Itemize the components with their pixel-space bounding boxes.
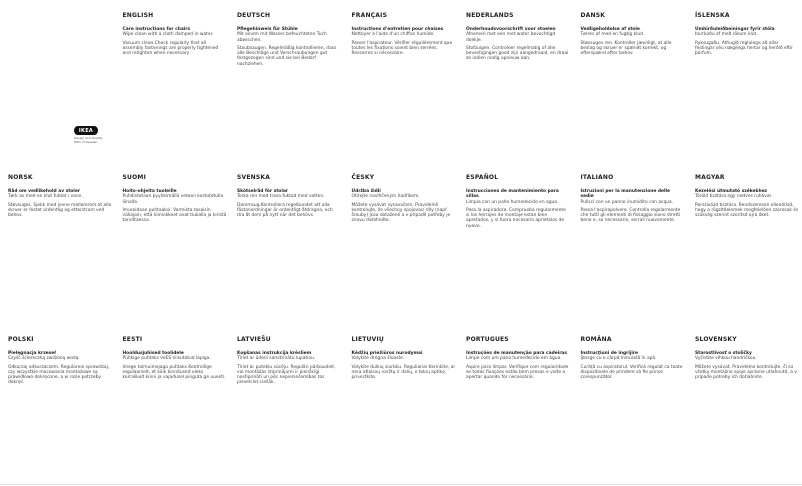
language-heading: ENGLISH xyxy=(122,12,154,19)
page-bottom-divider xyxy=(0,484,802,485)
maintenance-instruction: Staubsaugen. Regelmäßig kontrollieren, dass alle Beschläge und Verschraubungen gut festgezogen sind und sie bei Bedarf nachziehen. xyxy=(237,45,337,67)
maintenance-instruction: Imuroidaan puhtaaksi. Varmista tasaisin väliajoin, että kiinnikkeet ovat tiukalla ja kiristä tarvittaessa. xyxy=(122,207,227,224)
language-heading: EESTI xyxy=(122,336,143,343)
maintenance-instruction: Odkurzaj odkurzaczem. Regularnie sprawdzaj, czy wszystkie mocowania montażowe są prawidłowo dokręcone, a w razie potrzeby dokręć. xyxy=(8,364,110,386)
language-heading: LIETUVIŲ xyxy=(351,336,384,343)
care-title: Onderhoudsvoorschrift voor stoelen xyxy=(466,27,556,32)
maintenance-instruction: Pasa la aspiradora. Comprueba regularmente si los herrajes de montaje están bien apretados, y si fuera necesario aprietalos de nuevo. xyxy=(466,207,566,229)
cleaning-instruction: Pulisci con un panno inumidito con acqua. xyxy=(580,199,674,205)
language-section-svenska xyxy=(237,174,341,221)
language-heading: ITALIANO xyxy=(580,174,614,181)
maintenance-instruction: Dammsug.Kontrollera regelbundet att alla fästanordningar är ordentligt åtdragna, och dra åt dem på nytt när det behövs. xyxy=(237,202,333,219)
cleaning-instruction: Tīriet ar ūdenī samitrinātu lupatiņu. xyxy=(237,356,316,362)
language-heading: ESPAÑOL xyxy=(466,174,499,181)
maintenance-instruction: Ryksugaðu. Athugið reglulega að allar festingar séu nægilega hertar og herðið eftir þörfum. xyxy=(695,40,793,57)
cleaning-instruction: Tørk av med en klut fuktet i vann. xyxy=(8,194,83,200)
maintenance-instruction: Vacuum clean.Check regularly that all assembly fastenings are properly tightened and retighten when necessary xyxy=(122,40,219,57)
cleaning-instruction: Torka ren med trasa fuktad med vatten. xyxy=(237,194,325,200)
cleaning-instruction: Þurrkaðu af með rökum klút. xyxy=(695,32,758,38)
cleaning-instruction: Czyść ściereczką zwilżoną wodą. xyxy=(8,356,80,362)
language-section-česky xyxy=(352,174,456,226)
maintenance-instruction: Curăţă cu aspiratorul. Verifică regulat ca toate dispozitivele de prindere să fie prinse corespunzător. xyxy=(580,364,683,381)
cleaning-instruction: Wipe clean with a cloth damped in water. xyxy=(122,32,214,38)
ikea-logo xyxy=(74,126,106,144)
care-title: Istruzioni per la manutenzione delle sedie xyxy=(580,189,670,200)
care-title: Hoito-ohjeita tuoleille xyxy=(122,189,177,194)
care-title: Instrucţiuni de îngrijire xyxy=(580,351,639,356)
language-section-polski xyxy=(8,336,112,388)
care-title: Pielęgnacja krzeseł xyxy=(8,351,56,356)
language-heading: SUOMI xyxy=(122,174,146,181)
cleaning-instruction: Vyčistite vlhkou handričkou. xyxy=(695,356,757,362)
language-heading: DEUTSCH xyxy=(237,12,271,19)
cleaning-instruction: Şterge cu o cârpă înmuiată în apă. xyxy=(580,356,657,362)
maintenance-instruction: Můžete vysávat vysavačem. Pravidelně kontrolujte, že všechny spojovací díly (např. šrouby) jsou dotažené a v případě potřeby je znovu dotáhněte. xyxy=(351,202,451,224)
language-heading: FRANÇAIS xyxy=(351,12,388,19)
maintenance-instruction: Støvsuges. Sjekk med jevne mellomrom at alle skruer er festet ordentlig og etterstram ved behov. xyxy=(8,202,112,219)
maintenance-instruction: Stofzuigen. Controleer regelmatig of alle bevestigingen goed zijn aangedraaid, en draai ze indien nodig opnieuw aan. xyxy=(466,45,569,62)
language-section-eesti xyxy=(123,336,227,383)
care-title: Umhirðuleiðbeiningar fyrir stóla xyxy=(695,27,775,32)
language-section-slovensky xyxy=(695,336,799,383)
language-section-româna xyxy=(581,336,685,383)
maintenance-instruction: Tīriet ar putekļu sūcēju. Regulāri pārbaudiet, vai montāžas stiprinājumi ir pienācīgi nostiprināti un pēc nepieciešamības tos pievelciet ciešāk. xyxy=(237,364,336,386)
care-title: Hooldusjuhised toolidele xyxy=(122,351,184,356)
care-title: Skötselråd för stolar xyxy=(237,189,288,194)
language-section-dansk xyxy=(581,12,685,59)
language-heading: SVENSKA xyxy=(237,174,271,181)
language-section-suomi xyxy=(123,174,227,226)
care-title: Kezelési útmutató székekhez xyxy=(695,189,768,194)
language-heading: MAGYAR xyxy=(695,174,725,181)
care-title: Kėdžių priežiūros nurodymai xyxy=(351,351,423,356)
logo-tagline-2: IKEA of Sweden xyxy=(74,139,98,144)
language-heading: ÍSLENSKA xyxy=(695,12,730,19)
language-section-lietuvių xyxy=(352,336,456,383)
maintenance-instruction: Môžete vysávať. Pravidelne kontrolujte, či sú všetky montážne spoje správne utiahnuté, a v prípade potreby ich dotiahnite. xyxy=(695,364,797,381)
language-section-norsk xyxy=(8,174,112,221)
care-title: Instrucciones de mantenimiento para sillas xyxy=(466,189,559,200)
cleaning-instruction: Limpia con un paño humedecido en agua. xyxy=(466,199,559,205)
care-title: Kopšanas instrukcija krēsliem xyxy=(237,351,312,356)
cleaning-instruction: Otírejte navlhčeným hadříkem. xyxy=(351,194,420,200)
care-title: Care instructions for chairs xyxy=(122,27,191,32)
language-heading: ČESKY xyxy=(351,174,375,181)
language-section-nederlands xyxy=(466,12,570,64)
care-title: Starostlivosť o stoličky xyxy=(695,351,752,356)
maintenance-instruction: Porszívózd tisztára. Rendszeresen ellenőrizd, hogy a rögzítőelemek megfelelően szorosak és szükség szerint szorítsd újra őket. xyxy=(695,202,799,219)
language-heading: SLOVENSKY xyxy=(695,336,737,343)
care-title: Údržba židlí xyxy=(351,189,381,194)
language-heading: POLSKI xyxy=(8,336,34,343)
language-section-italiano xyxy=(581,174,685,226)
care-title: Instruções de manutenção para cadeiras xyxy=(466,351,567,356)
cleaning-instruction: Tørres af med en fugtig klud. xyxy=(580,32,645,38)
cleaning-instruction: Nettoyer à l'aide d'un chiffon humide. xyxy=(351,32,435,38)
care-title: Vedligeholdelse af stole xyxy=(580,27,640,32)
language-section-portugues xyxy=(466,336,570,383)
care-title: Instructions d'entretien pour chaises xyxy=(351,27,444,32)
language-heading: NEDERLANDS xyxy=(466,12,514,19)
language-heading: LATVIEŠU xyxy=(237,336,271,343)
maintenance-instruction: Passa l'aspirapolvere. Controlla regolarmente che tutti gli elementi di fissaggio siano stretti bene e, se necessario, serrali nuovamente. xyxy=(580,207,681,224)
care-title: Råd om vedlikehold av stoler xyxy=(8,189,80,194)
maintenance-instruction: Imege tolmuimejaga puhtaks.Kontrollige regulaarselt, et kõik kinnitused oleks korralikult kinni ja vajadusel pinguta ge uuesti. xyxy=(122,364,226,381)
cleaning-instruction: Mit einem mit Wasser befeuchteten Tuch abwischen. xyxy=(237,32,327,43)
language-heading: NORSK xyxy=(8,174,33,181)
cleaning-instruction: Puhdistetaan pyyhkimällä veteen kostutetulla liinalla. xyxy=(122,194,224,205)
language-section-deutsch xyxy=(237,12,341,70)
maintenance-instruction: Passer l'aspirateur. Vérifier régulièrement que toutes les fixations soient bien serrées. Resserrez si nécessaire. xyxy=(351,40,453,57)
cleaning-instruction: Valykite drėgna šluoste. xyxy=(351,356,405,362)
language-section-íslenska xyxy=(695,12,799,59)
cleaning-instruction: Pühkige puhtaks veES niisutatud lapiga. xyxy=(122,356,211,362)
language-section-español xyxy=(466,174,570,232)
logo-tagline-1: Design and Quality xyxy=(74,136,103,140)
cleaning-instruction: Afnemen met een met water bevochtigd doekje. xyxy=(466,32,556,43)
language-heading: DANSK xyxy=(580,12,606,19)
language-section-english xyxy=(123,12,227,59)
language-heading: PORTUGUES xyxy=(466,336,509,343)
language-section-magyar xyxy=(695,174,799,221)
maintenance-instruction: Valykite dulkių siurbliu. Reguliariai tikrinkite, ar nėra atlaisvų varžtų ir dalių, o tokių aptikę, priveržkite. xyxy=(351,364,456,381)
cleaning-instruction: Limpe com um pano humedecido em água. xyxy=(466,356,562,362)
maintenance-instruction: Aspire para limpar. Verifique com regularidade se todas fixações estão bem presas e volte a apertar quando for necessário. xyxy=(466,364,569,381)
language-section-français xyxy=(352,12,456,59)
ikea-logo-mark: IKEA xyxy=(74,126,98,135)
maintenance-instruction: Støvsuges ren. Kontroller jævnligt, at alle beslag og skruer er spændt korrekt, og efterspænd efter behov. xyxy=(580,40,672,57)
care-title: Pflegehinweis für Stühle xyxy=(237,27,298,32)
language-heading: ROMÂNA xyxy=(580,336,612,343)
language-section-latviešu xyxy=(237,336,341,388)
cleaning-instruction: Töröld tisztára egy nedves ruhával. xyxy=(695,194,773,200)
